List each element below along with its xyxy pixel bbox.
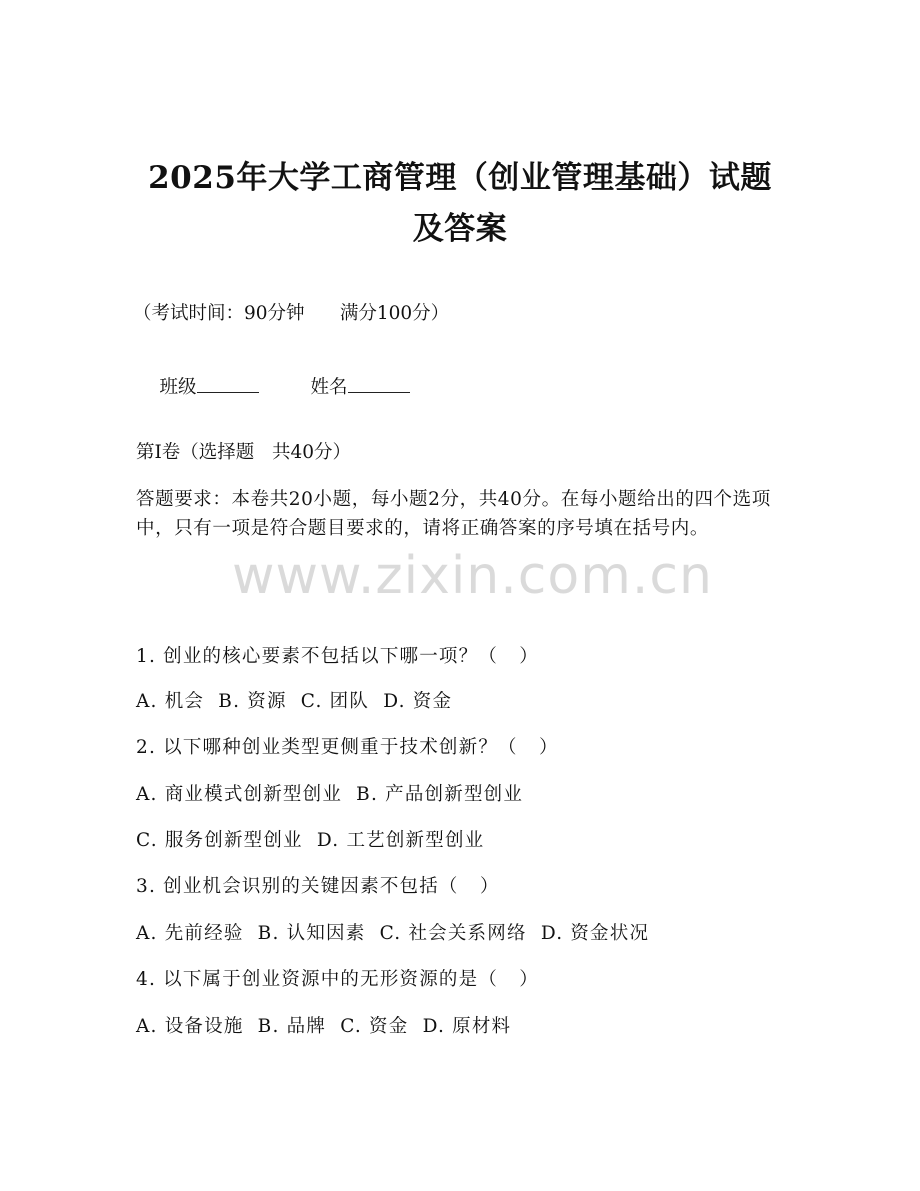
question-1-options: A. 机会 B. 资源 C. 团队 D. 资金 (136, 691, 453, 712)
name-blank (348, 375, 410, 393)
question-2-options-a: A. 商业模式创新型创业 B. 产品创新型创业 (136, 784, 524, 805)
watermark: www.zixin.com.cn (232, 546, 713, 606)
question-2-options-b: C. 服务创新型创业 D. 工艺创新型创业 (136, 830, 485, 851)
question-4-options: A. 设备设施 B. 品牌 C. 资金 D. 原材料 (136, 1016, 512, 1037)
exam-info: （考试时间：90分钟 满分100分） (133, 303, 450, 324)
question-1-stem: 1. 创业的核心要素不包括以下哪一项？（ ） (136, 646, 539, 667)
question-2-stem: 2. 以下哪种创业类型更侧重于技术创新？（ ） (136, 737, 559, 758)
document-title-line-1: 2025年大学工商管理（创业管理基础）试题 (148, 160, 772, 196)
document-title-line-2: 及答案 (412, 211, 508, 247)
name-label: 姓名 (310, 377, 348, 398)
class-name-row (136, 351, 410, 424)
question-4-stem: 4. 以下属于创业资源中的无形资源的是（ ） (136, 969, 539, 990)
instructions: 答题要求：本卷共20小题，每小题2分，共40分。在每小题给出的四个选项中，只有一项是符合题目要求的，请将正确答案的序号填在括号内。 (136, 489, 771, 539)
question-3-options: A. 先前经验 B. 认知因素 C. 社会关系网络 D. 资金状况 (136, 923, 650, 944)
question-3-stem: 3. 创业机会识别的关键因素不包括（ ） (136, 876, 500, 897)
class-label: 班级 (159, 377, 197, 398)
section-title: 第I卷（选择题 共40分） (136, 442, 351, 463)
class-blank (197, 375, 259, 393)
